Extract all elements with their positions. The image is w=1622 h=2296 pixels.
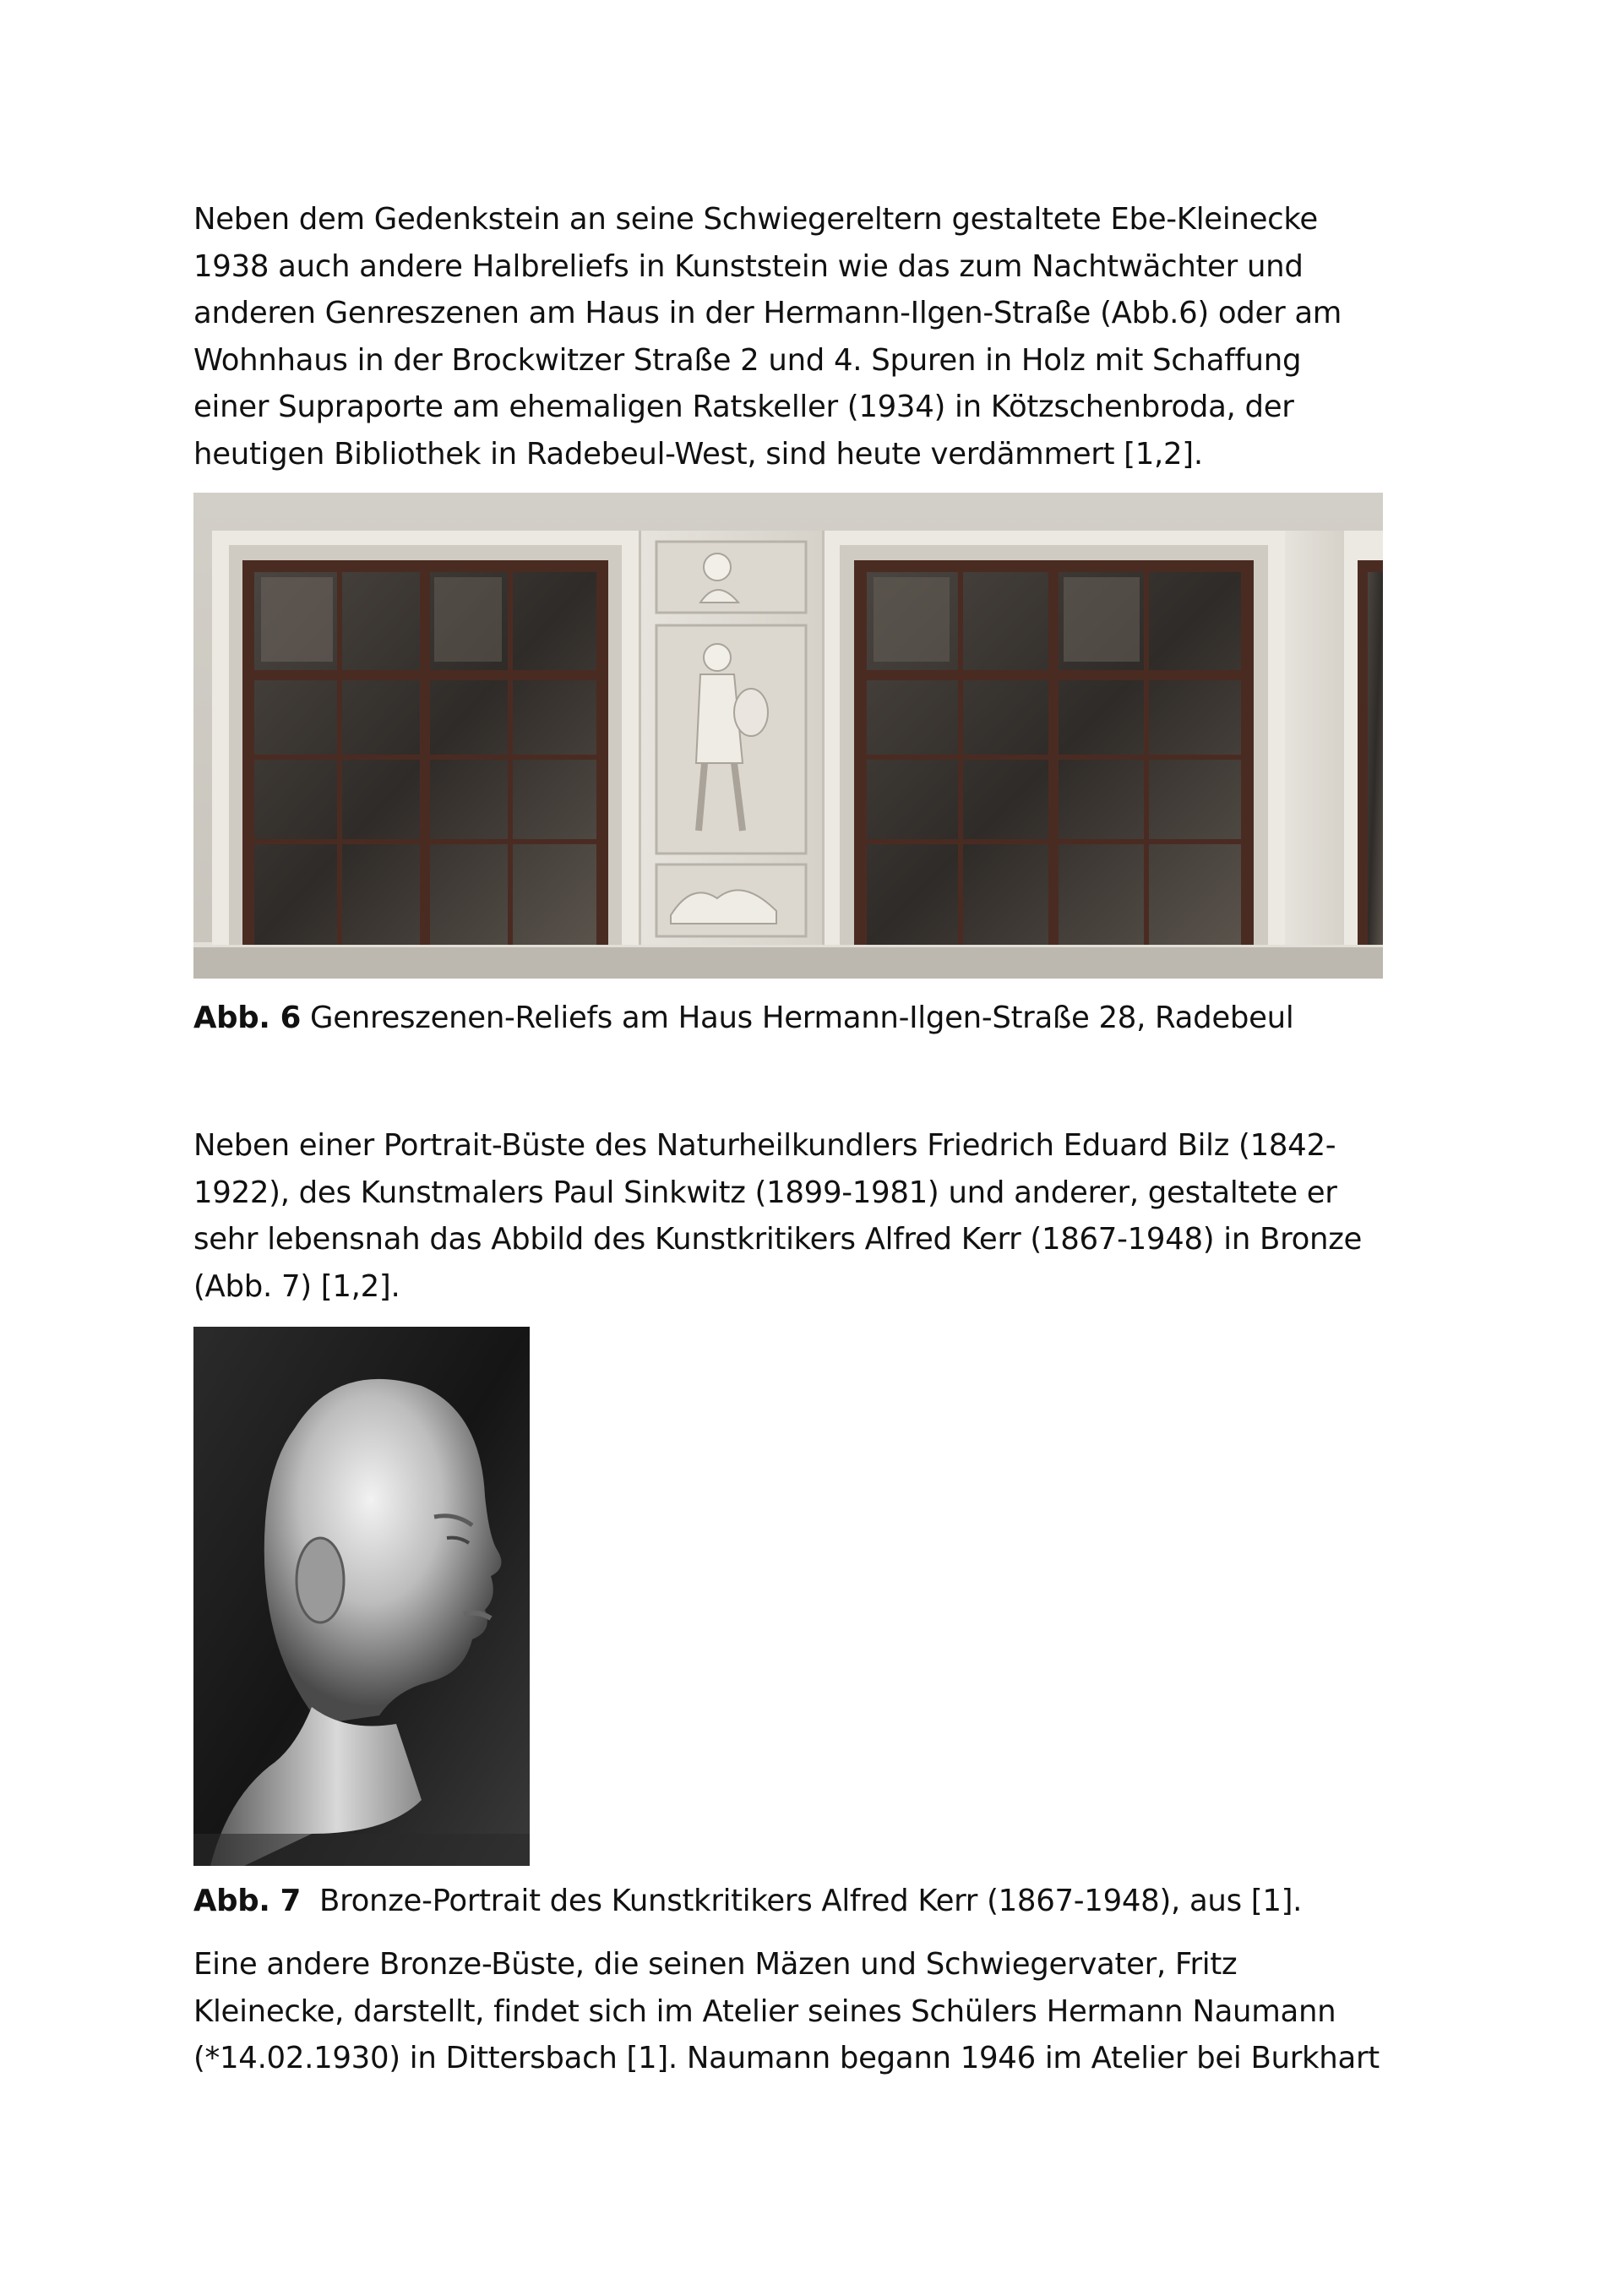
text-line: heutigen Bibliothek in Radebeul-West, sind heute verdämmert [1,2]. [193,436,1203,472]
figure-7-portrait-photo [193,1327,530,1866]
figure-7-caption-text: Bronze-Portrait des Kunstkritikers Alfred Kerr (1867-1948), aus [1]. [301,1884,1303,1918]
text-line: Neben einer Portrait-Büste des Naturheilkundlers Friedrich Eduard Bilz (1842- [193,1128,1336,1163]
text-line: Wohnhaus in der Brockwitzer Straße 2 und 4. Spuren in Holz mit Schaffung [193,342,1302,378]
text-line: (*14.02.1930) in Dittersbach [1]. Naumann begann 1946 im Atelier bei Burkhart [193,2041,1380,2075]
body-paragraph-3 [193,1941,1461,2082]
figure-6-label: Abb. 6 [193,1001,302,1035]
text-line: 1922), des Kunstmalers Paul Sinkwitz (1899-1981) und anderer, gestaltete er [193,1175,1337,1210]
figure-6-caption-text: Genreszenen-Reliefs am Haus Hermann-Ilgen-Straße 28, Radebeul [301,1001,1294,1035]
figure-7-caption [193,1880,1302,1922]
text-line: Kleinecke, darstellt, findet sich im Atelier seines Schülers Hermann Naumann [193,1993,1336,2029]
figure-7-label: Abb. 7 [193,1884,302,1918]
text-line: einer Supraporte am ehemaligen Ratskeller (1934) in Kötzschenbroda, der [193,390,1294,424]
text-line: Neben dem Gedenkstein an seine Schwiegereltern gestaltete Ebe-Kleinecke [193,202,1318,237]
text-line: Eine andere Bronze-Büste, die seinen Mäzen und Schwiegervater, Fritz [193,1947,1238,1982]
body-paragraph-2 [193,1122,1461,1310]
text-line: 1938 auch andere Halbreliefs in Kunststein wie das zum Nachtwächter und [193,248,1304,284]
body-paragraph-1 [193,196,1461,477]
figure-6-caption [193,997,1293,1039]
text-line: sehr lebensnah das Abbild des Kunstkritikers Alfred Kerr (1867-1948) in Bronze [193,1222,1363,1257]
figure-6-facade-photo [193,493,1383,979]
text-line: (Abb. 7) [1,2]. [193,1268,400,1304]
text-line: anderen Genreszenen am Haus in der Hermann-Ilgen-Straße (Abb.6) oder am [193,296,1342,330]
